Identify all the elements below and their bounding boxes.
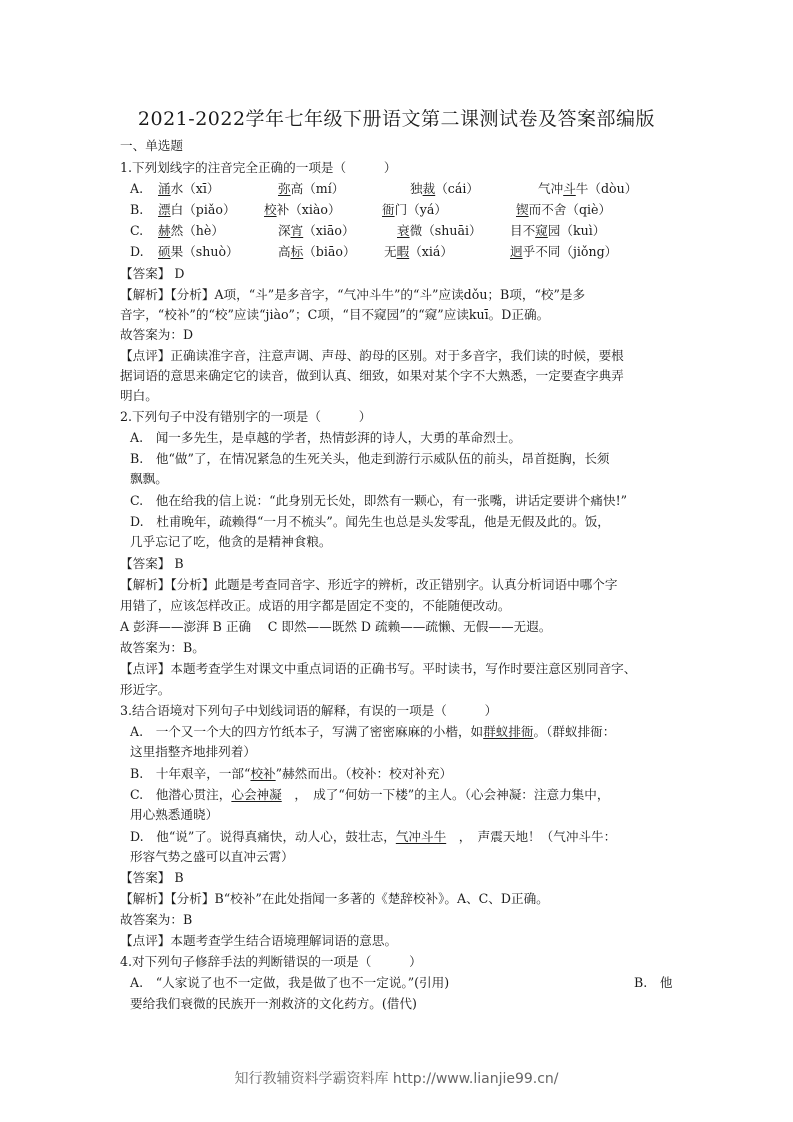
q3-answer: 【答案】 B bbox=[120, 870, 184, 885]
q3-option-d-line2: 形容气势之盛可以直冲云霄） bbox=[130, 849, 294, 864]
q2-option-a: A. 闻一多先生，是卓越的学者，热情彭湃的诗人，大勇的革命烈士。 bbox=[130, 430, 521, 445]
footer-watermark: 知行教辅资料学霸资料库 http://www.lianjie99.cn/ bbox=[234, 1071, 559, 1087]
q1-option-c-label: C. bbox=[130, 223, 144, 238]
q2-comment-line2: 形近字。 bbox=[120, 682, 171, 697]
q3-option-b: B. 十年艰辛，一部“校补”赫然而出。（校补：校对补充） bbox=[130, 766, 453, 781]
q4-option-a: A. “人家说了也不一定做，我是做了也不一定说。”(引用) bbox=[130, 975, 450, 990]
q1-a-item2: 弥高（mí） bbox=[278, 181, 345, 196]
q3-option-a-line1: A. 一个又一个大的四方竹纸本子，写满了密密麻麻的小楷，如群蚁排衙。（群蚁排衙： bbox=[130, 724, 616, 739]
q3-conclusion: 故答案为：B bbox=[120, 912, 193, 927]
q2-comment-line1: 【点评】本题考查学生对课文中重点词语的正确书写。平时读书，写作时要注意区别同音字、 bbox=[120, 661, 637, 676]
q2-stem: 2.下列句子中没有错别字的一项是（ ） bbox=[120, 409, 372, 424]
q1-a-item3: 独裁（cái） bbox=[410, 181, 479, 196]
q3-option-a-line2: 这里指整齐地排列着） bbox=[130, 744, 256, 759]
q2-answer: 【答案】 B bbox=[120, 556, 184, 571]
q1-c-item1: 赫然（hè） bbox=[158, 223, 224, 238]
q2-analysis-line2: 用错了，应该怎样改正。成语的用字都是固定不变的，不能随便改动。 bbox=[120, 598, 511, 613]
q2-option-c: C. 他在给我的信上说：“此身别无长处，即然有一颗心，有一张嘴，讲话定要讲个痛快!” bbox=[130, 493, 628, 508]
q2-option-d-line1: D. 杜甫晚年，疏赖得“一月不梳头”。闻先生也总是头发零乱，他是无假及此的。饭， bbox=[130, 514, 610, 529]
q1-option-b-label: B. bbox=[130, 202, 144, 217]
q1-conclusion: 故答案为：D bbox=[120, 327, 194, 342]
q3-stem: 3.结合语境对下列句子中划线词语的解释，有误的一项是（ ） bbox=[120, 703, 498, 718]
q4-option-b-line2: 要给我们衰微的民族开一剂救济的文化药方。(借代) bbox=[130, 996, 417, 1011]
q1-a-item1: 涌水（xī） bbox=[158, 181, 220, 196]
q1-c-item3: 衰微（shuāi） bbox=[397, 223, 482, 238]
q3-option-d-line1: D. 他“说”了。说得真痛快，动人心，鼓壮志，气冲斗牛 ， 声震天地！（气冲斗牛： bbox=[130, 829, 617, 844]
q3-analysis: 【解析】【分析】B“校补”在此处指闻一多著的《楚辞校补》。A、C、D正确。 bbox=[120, 891, 549, 906]
q2-option-b-line2: 飘飘。 bbox=[130, 471, 168, 486]
q1-d-item3: 无暇（xiá） bbox=[384, 244, 454, 259]
q2-option-d-line2: 几乎忘记了吃，他贪的是精神食粮。 bbox=[130, 534, 332, 549]
q3-option-c-line2: 用心熟悉通晓） bbox=[130, 807, 219, 822]
q1-b-item4: 锲而不舍（qiè） bbox=[516, 202, 612, 217]
q1-b-item2: 校补（xiào） bbox=[264, 202, 341, 217]
section-heading: 一、单选题 bbox=[120, 138, 183, 153]
q1-c-item2: 深宵（xiāo） bbox=[278, 223, 355, 238]
q1-option-d-label: D. bbox=[130, 244, 144, 259]
q1-c-item4: 目不窥园（kuì） bbox=[510, 223, 606, 238]
q1-a-item4: 气冲斗牛（dòu） bbox=[538, 181, 638, 196]
document-title: 2021-2022学年七年级下册语文第二课测试卷及答案部编版 bbox=[137, 108, 656, 130]
q1-b-item3: 衙门（yá） bbox=[382, 202, 447, 217]
q1-comment-line1: 【点评】正确读准字音，注意声调、声母、韵母的区别。对于多音字，我们读的时候，要根 bbox=[120, 348, 624, 363]
q1-option-a-label: A. bbox=[130, 181, 144, 196]
q1-d-item1: 硕果（shuò） bbox=[158, 244, 239, 259]
q1-d-item2: 高标（biāo） bbox=[278, 244, 356, 259]
q1-comment-line2: 据词语的意思来确定它的读音，做到认真、细致，如果对某个字不大熟悉，一定要查字典弄 bbox=[120, 368, 624, 383]
q2-analysis-line3: A 彭湃——澎湃 B 正确 C 即然——既然 D 疏赖——疏懒、无假——无遐。 bbox=[120, 619, 552, 634]
q1-comment-line3: 明白。 bbox=[120, 388, 158, 403]
q4-option-b-label: B. 他 bbox=[634, 975, 673, 990]
q1-analysis-line1: 【解析】【分析】A项，“斗”是多音字，“气冲斗牛”的“斗”应读dǒu；B项，“校”是多 bbox=[120, 287, 586, 302]
q2-option-b-line1: B. 他“做”了，在情况紧急的生死关头，他走到游行示威队伍的前头，昂首挺胸，长须 bbox=[130, 451, 610, 466]
q1-b-item1: 漂白（piǎo） bbox=[158, 202, 236, 217]
q3-comment: 【点评】本题考查学生结合语境理解词语的意思。 bbox=[120, 933, 398, 948]
q2-conclusion: 故答案为：B。 bbox=[120, 640, 205, 655]
q1-d-item4: 迥乎不同（jiǒng） bbox=[510, 244, 618, 259]
q4-stem: 4.对下列句子修辞手法的判断错误的一项是（ ） bbox=[120, 954, 422, 969]
q1-analysis-line2: 音字，“校补”的“校”应读“jiào”；C项，“目不窥园”的“窥”应读kuī。D正确。 bbox=[120, 307, 550, 322]
q1-stem: 1.下列划线字的注音完全正确的一项是（ ） bbox=[120, 160, 397, 175]
q1-answer: 【答案】 D bbox=[120, 266, 185, 281]
q2-analysis-line1: 【解析】【分析】此题是考查同音字、形近字的辨析，改正错别字。认真分析词语中哪个字 bbox=[120, 577, 618, 592]
q3-option-c-line1: C. 他潜心贯注，心会神凝 ， 成了“何妨一下楼”的主人。（心会神凝：注意力集中， bbox=[130, 787, 610, 802]
